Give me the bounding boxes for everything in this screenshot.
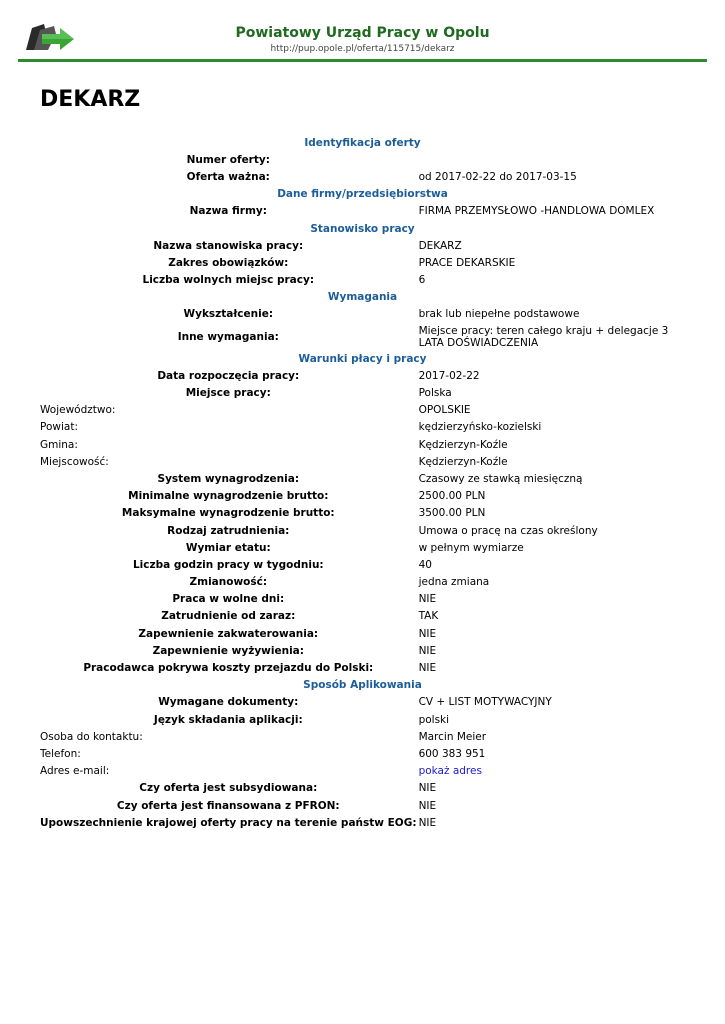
table-row [40, 419, 685, 436]
field-value: 600 383 951 [418, 747, 486, 760]
site-url: http://pup.opole.pl/oferta/115715/dekarz [270, 44, 455, 54]
table-row [40, 780, 685, 797]
table-row [40, 745, 685, 762]
table-row [40, 694, 685, 711]
field-value: 6 [418, 274, 426, 287]
field-label: Czy oferta jest subsydiowana: [139, 782, 318, 795]
field-value: Miejsce pracy: teren całego kraju + delegacje 3 LATA DOŚWIADCZENIA [418, 324, 669, 349]
table-row [40, 323, 685, 350]
field-label: Oferta ważna: [186, 170, 270, 183]
field-value: Kędzierzyn-Koźle [418, 438, 508, 451]
field-value: CV + LIST MOTYWACYJNY [418, 696, 552, 709]
field-value: DEKARZ [418, 239, 462, 252]
table-row [40, 367, 685, 384]
field-label: Zakres obowiązków: [168, 256, 289, 269]
field-value [417, 151, 685, 168]
table-row [40, 814, 685, 831]
table-row [40, 797, 685, 814]
field-value: w pełnym wymiarze [418, 541, 524, 554]
field-value: NIE [418, 816, 437, 829]
show-email-link[interactable]: pokaż adres [418, 765, 482, 778]
field-value: od 2017-02-22 do 2017-03-15 [418, 170, 577, 183]
field-value: 2500.00 PLN [418, 490, 486, 503]
table-row [40, 168, 685, 185]
field-value: 3500.00 PLN [418, 507, 486, 520]
field-label: Maksymalne wynagrodzenie brutto: [121, 507, 335, 520]
field-label: Zmianowość: [189, 576, 268, 589]
field-label: Czy oferta jest finansowana z PFRON: [116, 799, 340, 812]
field-label: Adres e-mail: [40, 765, 110, 778]
field-label: Zatrudnienie od zaraz: [161, 610, 296, 623]
field-value: Czasowy ze stawką miesięczną [418, 472, 583, 485]
table-row [40, 384, 685, 401]
table-row [40, 522, 685, 539]
field-label: System wynagrodzenia: [157, 472, 300, 485]
section-heading-wymagania: Wymagania [327, 291, 398, 304]
field-value: NIE [418, 627, 437, 640]
field-value: NIE [418, 662, 437, 675]
table-row [40, 728, 685, 745]
field-value: NIE [418, 593, 437, 606]
field-value: 40 [418, 558, 432, 571]
site-title: Powiatowy Urząd Pracy w Opolu [235, 25, 490, 41]
field-label: Wymiar etatu: [185, 541, 271, 554]
field-label: Miejscowość: [40, 455, 109, 468]
table-row [40, 608, 685, 625]
section-heading-warunki: Warunki płacy i pracy [298, 352, 427, 365]
section-heading-identyfikacja: Identyfikacja oferty [304, 136, 421, 149]
table-row [40, 470, 685, 487]
field-label: Nazwa stanowiska pracy: [153, 239, 304, 252]
field-label: Język składania aplikacji: [153, 713, 303, 726]
table-row [40, 659, 685, 676]
table-row [40, 763, 685, 780]
field-value: TAK [418, 610, 439, 623]
field-label: Liczba wolnych miejsc pracy: [142, 274, 315, 287]
table-row [40, 625, 685, 642]
table-row [40, 453, 685, 470]
field-label: Osoba do kontaktu: [40, 730, 143, 743]
table-row [40, 402, 685, 419]
field-value: kędzierzyńsko-kozielski [418, 421, 542, 434]
table-row [40, 505, 685, 522]
field-label: Nazwa firmy: [189, 205, 267, 218]
field-value: Kędzierzyn-Koźle [418, 455, 508, 468]
field-label: Praca w wolne dni: [172, 593, 285, 606]
field-value: NIE [418, 799, 437, 812]
table-row [40, 203, 685, 220]
table-row [40, 306, 685, 323]
table-row [40, 556, 685, 573]
table-row [40, 254, 685, 271]
field-label: Zapewnienie zakwaterowania: [138, 627, 319, 640]
job-title: DEKARZ [40, 87, 141, 112]
field-label: Upowszechnienie krajowej oferty pracy na terenie państw EOG: [40, 816, 417, 829]
table-row [40, 642, 685, 659]
field-label: Liczba godzin pracy w tygodniu: [132, 558, 324, 571]
field-value: Umowa o pracę na czas określony [418, 524, 598, 537]
field-value: brak lub niepełne podstawowe [418, 308, 580, 321]
field-value: Marcin Meier [418, 730, 487, 743]
table-row [40, 436, 685, 453]
field-label: Powiat: [40, 421, 78, 434]
table-row [40, 237, 685, 254]
field-value: polski [418, 713, 450, 726]
field-label: Miejsce pracy: [185, 387, 271, 400]
field-label: Inne wymagania: [177, 330, 279, 343]
table-row [40, 488, 685, 505]
field-value: FIRMA PRZEMYSŁOWO -HANDLOWA DOMLEX [418, 205, 655, 218]
field-value: jedna zmiana [418, 576, 490, 589]
field-label: Numer oferty: [186, 153, 270, 166]
field-value [417, 763, 685, 780]
field-value: 2017-02-22 [418, 369, 480, 382]
table-row [40, 539, 685, 556]
table-row [40, 272, 685, 289]
field-label: Telefon: [40, 747, 81, 760]
table-row [40, 574, 685, 591]
field-label: Rodzaj zatrudnienia: [167, 524, 290, 537]
field-value: NIE [418, 644, 437, 657]
page-header [0, 0, 725, 64]
field-label: Wykształcenie: [183, 308, 274, 321]
field-value: PRACE DEKARSKIE [418, 256, 516, 269]
header-divider [18, 59, 707, 62]
field-label: Województwo: [40, 404, 116, 417]
field-label: Zapewnienie wyżywienia: [152, 644, 304, 657]
table-row [40, 151, 685, 168]
table-row [40, 711, 685, 728]
section-heading-firma: Dane firmy/przedsiębiorstwa [277, 188, 448, 201]
field-value: Polska [418, 387, 452, 400]
table-row [40, 591, 685, 608]
section-heading-stanowisko: Stanowisko pracy [310, 222, 415, 235]
field-value: NIE [418, 782, 437, 795]
section-heading-aplikowanie: Sposób Aplikowania [303, 679, 422, 692]
field-label: Wymagane dokumenty: [158, 696, 299, 709]
field-value: OPOLSKIE [418, 404, 471, 417]
field-label: Data rozpoczęcia pracy: [157, 369, 300, 382]
field-label: Gmina: [40, 438, 78, 451]
offer-details-table [40, 134, 685, 831]
field-label: Minimalne wynagrodzenie brutto: [128, 490, 329, 503]
field-label: Pracodawca pokrywa koszty przejazdu do Polski: [83, 662, 374, 675]
